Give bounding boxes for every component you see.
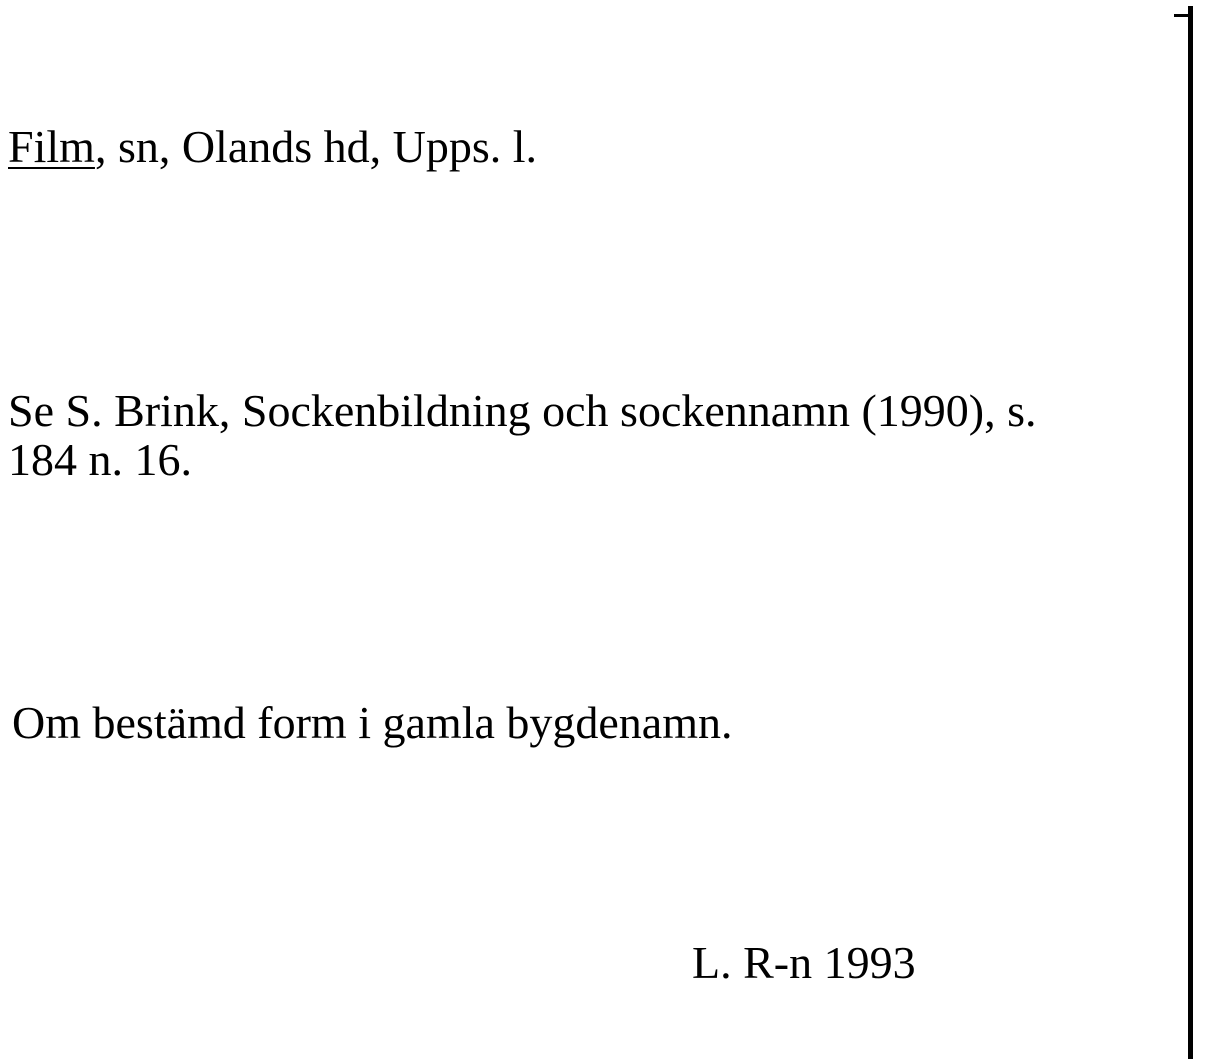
reference-line-2: 184 n. 16. [8, 434, 192, 485]
heading-details: , sn, Olands hd, Upps. l. [94, 121, 538, 172]
signature: L. R-n 1993 [692, 937, 916, 988]
reference-line-1: Se S. Brink, Sockenbildning och sockennamn (1990), s. [8, 385, 1037, 436]
card-border-rule [1188, 6, 1193, 1059]
card-border-tick [1174, 14, 1190, 17]
note-text: Om bestämd form i gamla bygdenamn. [12, 697, 733, 748]
headword: Film [8, 121, 95, 172]
card-heading [8, 121, 538, 172]
